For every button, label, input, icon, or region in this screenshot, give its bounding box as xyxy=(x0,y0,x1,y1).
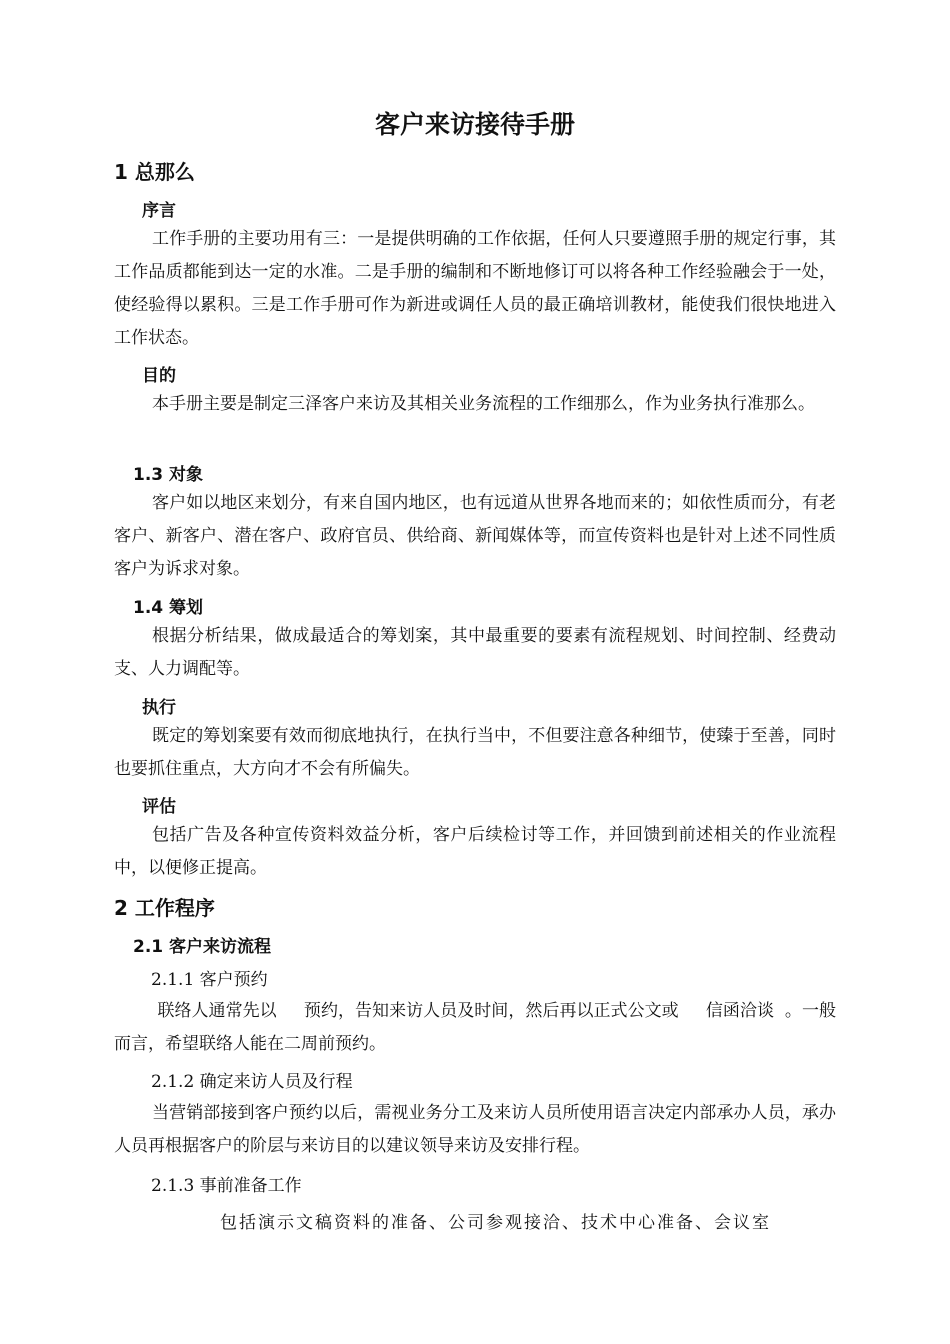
target-heading: 1.3 对象 xyxy=(133,465,204,485)
section-2-1-3-text: 包括演示文稿资料的准备、公司参观接洽、技术中心准备、会议室 xyxy=(220,1213,771,1233)
section-2-1-2-text: 当营销部接到客户预约以后，需视业务分工及来访人员所使用语言决定内部承办人员，承办人员再根据客户的阶层与来访目的以建议领导来访及安排行程。 xyxy=(114,1103,836,1156)
document-title: 客户来访接待手册 xyxy=(374,110,575,139)
preface-text: 工作手册的主要功用有三：一是提供明确的工作依据，任何人只要遵照手册的规定行事，其工作品质都能到达一定的水准。二是手册的编制和不断地修订可以将各种工作经验融会于一处，使经验得以累积。三是工作手册可作为新进或调任人员的最正确培训教材，能使我们很快地进入工作状态。 xyxy=(114,229,836,348)
section-2-1-heading: 2.1 客户来访流程 xyxy=(133,937,272,957)
preface-heading: 序言 xyxy=(142,201,176,221)
section-2-1-3-heading: 2.1.3 事前准备工作 xyxy=(151,1176,302,1196)
section-1-heading: 1 总那么 xyxy=(114,160,195,184)
evaluation-text: 包括广告及各种宣传资料效益分析，客户后续检讨等工作，并回馈到前述相关的作业流程中，以便修正提高。 xyxy=(114,825,836,878)
execution-heading: 执行 xyxy=(142,698,176,718)
execution-text: 既定的筹划案要有效而彻底地执行，在执行当中，不但要注意各种细节，使臻于至善，同时也要抓住重点，大方向才不会有所偏失。 xyxy=(114,726,836,779)
section-2-heading: 2 工作程序 xyxy=(114,896,215,920)
section-2-1-1-text: 联络人通常先以 预约，告知来访人员及时间，然后再以正式公文或 信函洽谈 。一般而言，希望联络人能在二周前预约。 xyxy=(114,1001,836,1054)
planning-heading: 1.4 筹划 xyxy=(133,598,204,618)
purpose-heading: 目的 xyxy=(142,366,176,386)
section-2-1-1-heading: 2.1.1 客户预约 xyxy=(151,970,268,990)
purpose-text: 本手册主要是制定三泽客户来访及其相关业务流程的工作细那么，作为业务执行准那么。 xyxy=(152,394,815,414)
planning-text: 根据分析结果，做成最适合的筹划案，其中最重要的要素有流程规划、时间控制、经费动支、人力调配等。 xyxy=(114,626,836,679)
section-2-1-2-heading: 2.1.2 确定来访人员及行程 xyxy=(151,1072,353,1092)
target-text: 客户如以地区来划分，有来自国内地区，也有远道从世界各地而来的；如依性质而分，有老客户、新客户、潜在客户、政府官员、供给商、新闻媒体等，而宣传资料也是针对上述不同性质客户为诉求对象。 xyxy=(114,493,836,579)
evaluation-heading: 评估 xyxy=(142,797,176,817)
